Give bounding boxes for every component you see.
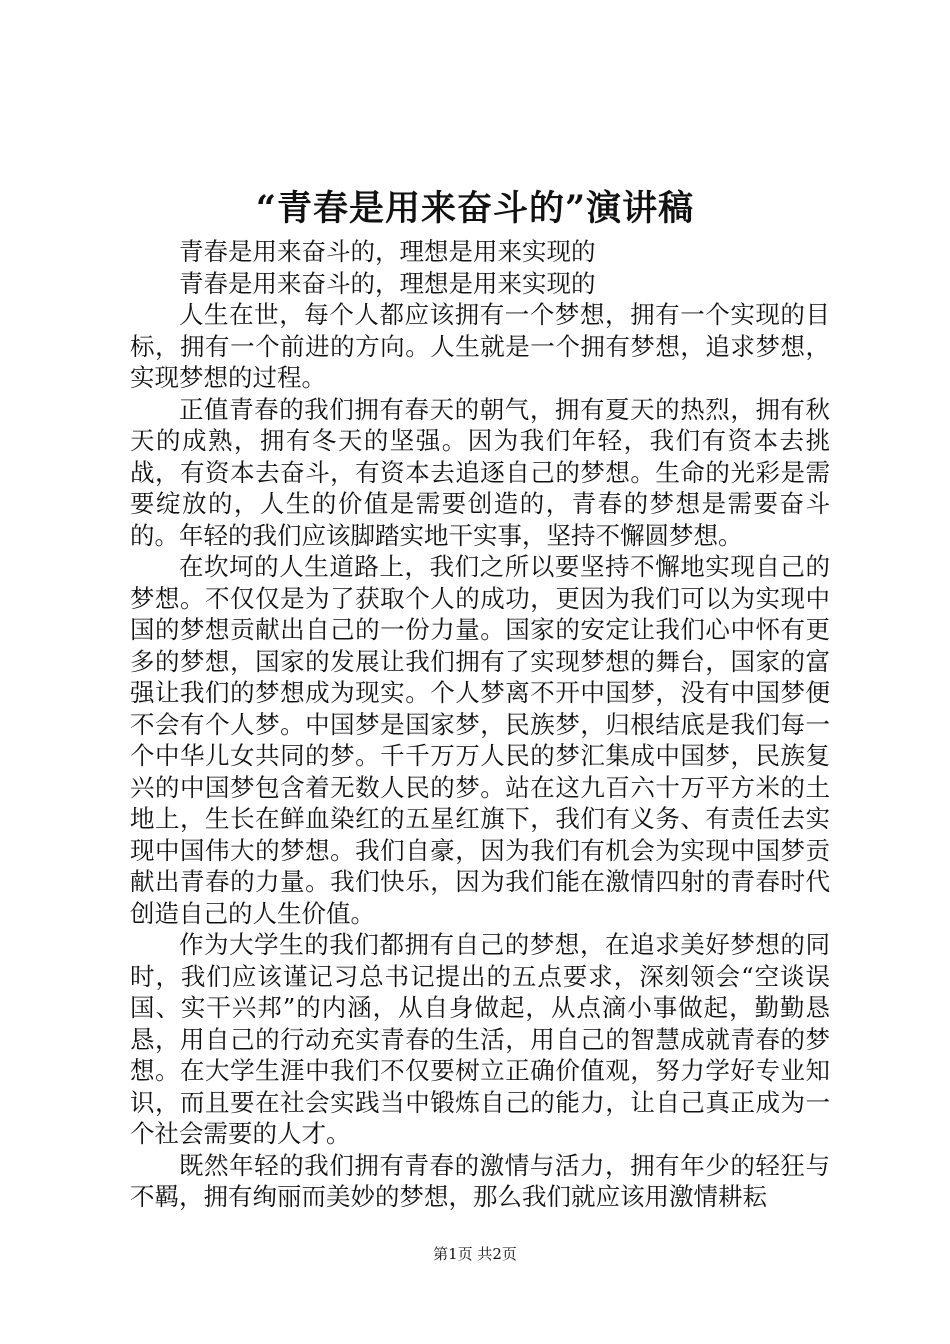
paragraph: 正值青春的我们拥有春天的朝气，拥有夏天的热烈，拥有秋天的成熟，拥有冬天的坚强。因为我们年轻，我们有资本去挑战，有资本去奋斗，有资本去追逐自己的梦想。生命的光彩是需要绽放的，人生的价值是需要创造的，青春的梦想是需要奋斗的。年轻的我们应该脚踏实地干实事，坚持不懈圆梦想。	[130, 394, 830, 550]
paragraph: 人生在世，每个人都应该拥有一个梦想，拥有一个实现的目标，拥有一个前进的方向。人生就是一个拥有梦想，追求梦想，实现梦想的过程。	[130, 300, 830, 392]
paragraph: 青春是用来奋斗的，理想是用来实现的	[179, 237, 596, 266]
document-title: “青春是用来奋斗的”演讲稿	[255, 188, 695, 229]
page-number-footer: 第1页 共2页	[433, 1245, 517, 1263]
paragraph: 在坎坷的人生道路上，我们之所以要坚持不懈地实现自己的梦想。不仅仅是为了获取个人的成功，更因为我们可以为实现中国的梦想贡献出自己的一份力量。国家的安定让我们心中怀有更多的梦想，国家的发展让我们拥有了实现梦想的舞台，国家的富强让我们的梦想成为现实。个人梦离不开中国梦，没有中国梦便不会有个人梦。中国梦是国家梦，民族梦，归根结底是我们每一个中华儿女共同的梦。千千万万人民的梦汇集成中国梦，民族复兴的中国梦包含着无数人民的梦。站在这九百六十万平方米的土地上，生长在鲜血染红的五星红旗下，我们有义务、有责任去实现中国伟大的梦想。我们自豪，因为我们有机会为实现中国梦贡献出青春的力量。我们快乐，因为我们能在激情四射的青春时代创造自己的人生价值。	[130, 552, 830, 928]
paragraph: 作为大学生的我们都拥有自己的梦想，在追求美好梦想的同时，我们应该谨记习总书记提出的五点要求，深刻领会“空谈误国、实干兴邦”的内涵，从自身做起，从点滴小事做起，勤勤恳恳，用自己的行动充实青春的生活，用自己的智慧成就青春的梦想。在大学生涯中我们不仅要树立正确价值观，努力学好专业知识，而且要在社会实践当中锻炼自己的能力，让自己真正成为一个社会需要的人才。	[130, 930, 830, 1148]
document-body	[130, 236, 830, 1213]
paragraph: 青春是用来奋斗的，理想是用来实现的	[179, 268, 596, 298]
paragraph: 既然年轻的我们拥有青春的激情与活力，拥有年少的轻狂与不羁，拥有绚丽而美妙的梦想，那么我们就应该用激情耕耘	[130, 1150, 830, 1211]
